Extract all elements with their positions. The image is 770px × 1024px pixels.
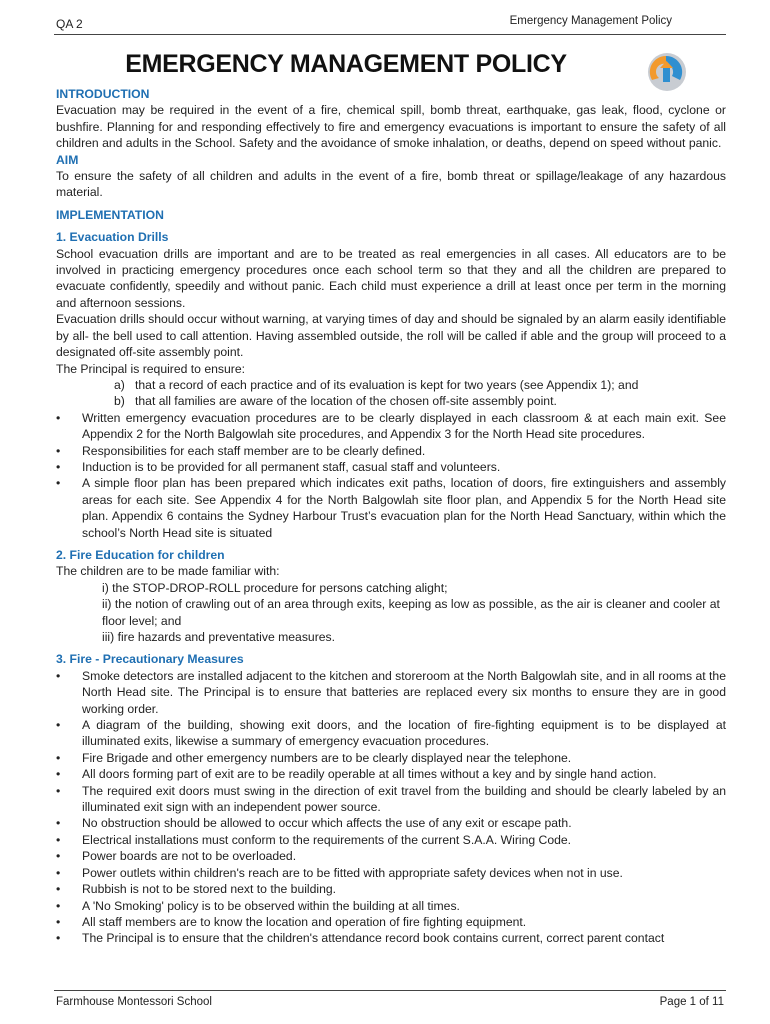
bullet-item [56, 717, 726, 750]
bullet-text: No obstruction should be allowed to occur which affects the use of any exit or escape path. [82, 816, 572, 831]
bullet-text: All staff members are to know the location and operation of fire fighting equipment. [82, 914, 527, 929]
roman-list-item: i) the STOP-DROP-ROLL procedure for persons catching alight; [102, 580, 448, 595]
footer-divider [54, 990, 726, 991]
section2-intro: The children are to be made familiar with: [56, 564, 280, 579]
bullet-icon: • [56, 849, 61, 864]
bullet-icon: • [56, 476, 61, 491]
bullet-item [56, 865, 726, 881]
bullet-icon: • [56, 816, 61, 831]
bullet-item [56, 459, 726, 475]
bullet-icon: • [56, 767, 61, 782]
footer-page-number: Page 1 of 11 [659, 996, 724, 1008]
bullet-text: A diagram of the building, showing exit doors, and the location of fire-fighting equipment is to be displayed at illuminated exits, likewise a summary of emergency evacuation procedures. [82, 718, 726, 749]
bullet-icon: • [56, 443, 61, 458]
section1-paragraph: The Principal is required to ensure: [56, 361, 246, 376]
roman-list-item: ii) the notion of crawling out of an area through exits, keeping as low as possible, as the air is cleaner and cooler at floor level; and [102, 597, 720, 628]
bullet-item [56, 783, 726, 816]
bullet-icon: • [56, 718, 61, 733]
bullet-item [56, 914, 726, 930]
bullet-text: Induction is to be provided for all permanent staff, casual staff and volunteers. [82, 459, 501, 474]
sublist-mark: a) [114, 377, 125, 392]
sublist-text: that all families are aware of the location of the chosen off-site assembly point. [135, 394, 557, 409]
aim-text: To ensure the safety of all children and adults in the event of a fire, bomb threat or spillage/leakage of any hazardous material. [56, 169, 726, 200]
bullet-item [56, 475, 726, 541]
sublist-mark: b) [114, 394, 125, 409]
bullet-icon: • [56, 882, 61, 897]
bullet-item [56, 750, 726, 766]
document-body [56, 86, 726, 947]
bullet-icon: • [56, 931, 61, 946]
bullet-icon: • [56, 898, 61, 913]
bullet-text: Written emergency evacuation procedures are to be clearly displayed in each classroom & at each main exit. See Appendix 2 for the North Balgowlah site procedures, and Appendix 3 for the North Head site procedures. [82, 410, 726, 442]
page-header-right: Emergency Management Policy [509, 15, 672, 27]
bullet-item [56, 668, 726, 717]
section2-heading: 2. Fire Education for children [56, 547, 225, 562]
section1-paragraph: School evacuation drills are important and are to be treated as real emergencies in all cases. All educators are to be involved in practicing emergency procedures once each school term so that they and all the children are prepared to evacuate confidently, speedily and without panic. Each child must experience a drill at least once per term in the morning and afternoon sessions. [56, 246, 726, 310]
bullet-item [56, 832, 726, 848]
sublist-text: that a record of each practice and of its evaluation is kept for two years (see Appendix 1); and [135, 377, 639, 392]
sublist-item [114, 393, 726, 409]
bullet-text: Responsibilities for each staff member are to be clearly defined. [82, 443, 426, 458]
bullet-text: The Principal is to ensure that the children's attendance record book contains current, correct parent contact [82, 931, 665, 946]
bullet-item [56, 815, 726, 831]
bullet-item [56, 930, 726, 946]
bullet-icon: • [56, 750, 61, 765]
intro-text: Evacuation may be required in the event of a fire, chemical spill, bomb threat, earthquake, gas leak, flood, cyclone or bushfire. Planning for and responding effectively to fire and emergency evacuations is important to ensure the safety of all children and adults in the School. Safety and the avoidance of smoke inhalation, or deaths, depend on speed without panic. [56, 103, 726, 151]
bullet-icon: • [56, 459, 61, 474]
section1-paragraph: Evacuation drills should occur without warning, at varying times of day and should be signaled by an alarm easily identifiable by all- the bell used to call attention. Having assembled outside, the roll will be called if able and the group will proceed to a designated off-site assembly point. [56, 312, 727, 360]
bullet-icon: • [56, 668, 61, 683]
roman-list-item: iii) fire hazards and preventative measures. [102, 630, 336, 644]
document-title: EMERGENCY MANAGEMENT POLICY [125, 50, 567, 78]
bullet-icon: • [56, 914, 61, 929]
section3-heading: 3. Fire - Precautionary Measures [56, 652, 244, 667]
header-divider [54, 34, 726, 35]
bullet-text: Power outlets within children's reach are to be fitted with appropriate safety devices when not in use. [82, 865, 623, 880]
aim-heading: AIM [56, 152, 79, 167]
bullet-icon: • [56, 783, 61, 798]
bullet-text: A simple floor plan has been prepared which indicates exit paths, location of doors, fire extinguishers and assembly areas for each site. See Appendix 4 for the North Balgowlah site floor plan, and Appendix 5 for the North Head site plan. Appendix 6 contains the Sydney Harbour Trust’s evacuation plan for the North Head Sanctuary, within which the school’s North Head site is situated [82, 476, 726, 540]
bullet-text: Electrical installations must conform to the requirements of the current S.A.A. Wiring Code. [82, 832, 572, 847]
bullet-text: Power boards are not to be overloaded. [82, 849, 297, 864]
bullet-icon: • [56, 410, 61, 425]
bullet-item [56, 848, 726, 864]
bullet-text: Fire Brigade and other emergency numbers are to be clearly displayed near the telephone. [82, 750, 572, 765]
footer-school-name: Farmhouse Montessori School [56, 996, 212, 1008]
bullet-text: A 'No Smoking' policy is to be observed within the building at all times. [82, 898, 460, 913]
bullet-item [56, 881, 726, 897]
sublist-item [114, 377, 726, 393]
bullet-item [56, 898, 726, 914]
bullet-item [56, 410, 726, 443]
bullet-text: All doors forming part of exit are to be readily operable at all times without a key and by single hand action. [82, 767, 657, 782]
implementation-heading: IMPLEMENTATION [56, 207, 164, 222]
bullet-text: Rubbish is not to be stored next to the building. [82, 882, 337, 897]
bullet-item [56, 766, 726, 782]
bullet-icon: • [56, 865, 61, 880]
section1-heading: 1. Evacuation Drills [56, 230, 169, 245]
intro-heading: INTRODUCTION [56, 87, 150, 101]
bullet-item [56, 443, 726, 459]
bullet-text: Smoke detectors are installed adjacent to the kitchen and storeroom at the North Balgowlah site, and in all rooms at the North Head site. The Principal is to ensure that batteries are replaced every six months to ensure they are in good working order. [82, 668, 726, 716]
bullet-icon: • [56, 832, 61, 847]
page-header-left: QA 2 [56, 17, 83, 31]
bullet-text: The required exit doors must swing in the direction of exit travel from the building and should be clearly labeled by an illuminated exit sign with an independent power source. [82, 783, 726, 815]
